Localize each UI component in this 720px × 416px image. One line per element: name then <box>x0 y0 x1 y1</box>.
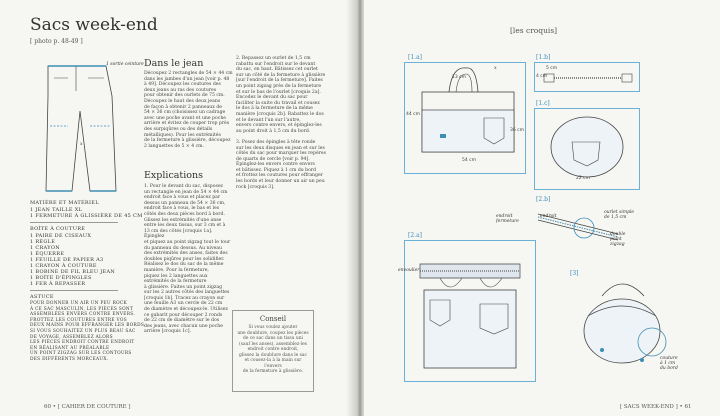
fig-2a-label: [2.a] <box>408 232 422 239</box>
fig-2b-label: [2.b] <box>536 196 551 203</box>
dim-44: 44 cm <box>406 112 421 117</box>
annot-endroit: endroit <box>540 214 557 219</box>
annot-couture: couture à 1 cm du bord <box>660 356 678 371</box>
annot-double-point: double point zigzag <box>610 232 626 247</box>
astuce-text: POUR DONNER UN AIR UN PEU ROCK À CE SAC MASCULIN, LES PIÈCES SONT ASSEMBLÉES ENVERS CONTRE ENVERS. FROTTEZ LES COUTURES ENTRE VOS DEUX MAINS POUR EFFRANGER LES BORDS. SI VOUS SOUHAITEZ UN PLUS BEAU SAC DE VOYAGE, ASSEMBLEZ ALORS LES PIÈCES ENDROIT CONTRE ENDROIT EN RÉALISANT AU PRÉALABLE UN POINT ZIGZAG SUR LES CONTOURS DES DIFFÉRENTS MORCEAUX. <box>30 301 146 362</box>
conseil-text: Si vous voulez ajouter une doublure, coupez les pièces de ce sac dans un tissu uni (sauf les anses), assemblez-les endroit contre endroit, glissez la doublure dans le sac et cousez-la à la main sur l'envers de la fermeture à glissière. <box>237 325 309 374</box>
annot-envoulier: envoulier <box>398 268 420 273</box>
toolbox-list: 1 PAIRE DE CISEAUX 1 RÈGLE 1 CRAYON 1 ÉQUERRE 1 FEUILLE DE PAPIER A3 1 CRAYON À COUTURE 1 BOBINE DE FIL BLEU JEAN 1 BOÎTE D'ÉPINGLES 1 FER À REPASSER <box>30 233 116 287</box>
astuce-heading: ASTUCE <box>30 294 54 300</box>
photo-reference: [ photo p. 48-49 ] <box>30 38 83 45</box>
explications-heading: Explications <box>144 170 204 181</box>
left-folio: 60 • [ CAHIER DE COUTURE ] <box>44 404 131 410</box>
divider <box>30 290 118 291</box>
fig-2a-bag-open-drawing <box>410 244 530 374</box>
fig-3-label: [3] <box>570 270 579 277</box>
fig-1c-circle-drawing <box>542 112 632 182</box>
explications-text: 1. Pour le devant du sac, disposez un rectangle en jean de 54 × 44 cm endroit face à vous et placez par dessus un panneau de 54 × 36 cm, endroit face à vous, le bas et les côtés des deux pièces bord à bord. Glissez les extrémités d'une anse entre les deux tissus, sur 3 cm et à 13 cm des côtés [croquis 1a]. Épinglez et piquez au point zigzag tout le tour du panneau du dessus. Au niveau des extrémités des anses, faites des doubles piqûres pour les solidifier. Réalisez le dos du sac de la même manière. Pour la fermeture, piquez les 2 languettes aux extrémités de la fermeture à glissière. Faites un point zigzag sur les 2 autres côtés des languettes [croquis 1b]. Tracez au crayon sur une feuille A3 un cercle de 22 cm de diamètre et découpez-le. Utilisez ce gabarit pour découper 2 ronds de 22 cm de diamètre sur le dos des jeans, avec chacun une poche arrière [croquis 1c]. <box>144 184 231 335</box>
fig-1a-label: [1.a] <box>408 54 422 61</box>
fig-1a-bag-drawing <box>414 64 524 164</box>
right-folio: [ SACS WEEK-END ] • 61 <box>620 404 692 410</box>
jean-x-label: x <box>80 142 83 147</box>
conseil-box <box>232 310 314 392</box>
steps-text: 2. Repassez un ourlet de 1,5 cm rabattu sur l'endroit sur le devant du sac, en haut. Bâtissez cet ourlet sur un côté de la fermeture à glissière [sur l'endroit de la fermeture]. Faites un point zigzag près de la fermeture et sur le bas de l'ourlet [croquis 2a]. Encodez le devant du sac pour faciliter la suite du travail et cousez le dos à la fermeture de la même manière [croquis 2b]. Rabattez le dos et le devant l'un sur l'autre, envers contre envers, et épinglez-les au point droit à 1,5 cm du bord. 3. Posez des épingles à tête ronde sur les deux disques en jean et sur les côtés du sac pour marquer les repères de quarts de cercle [voir p. 94]. Épinglez-les envers contre envers et bâtissez. Piquez à 1 cm du bord et frottez les coutures pour effranger les bords et leur donner un air un peu rock [croquis 3]. <box>236 56 326 190</box>
jean-illustration <box>28 56 128 196</box>
materials-heading: MATIÈRE ET MATÉRIEL <box>30 200 99 206</box>
toolbox-heading: BOÎTE À COUTURE <box>30 226 86 232</box>
fig-1b-label: [1.b] <box>536 54 551 61</box>
page-title: Sacs week-end <box>30 15 158 35</box>
jean-note: 1 sortie ceinture <box>106 62 144 67</box>
dim-4: 4 cm <box>536 74 548 79</box>
dim-13: 13 cm <box>452 75 467 80</box>
dans-le-jean-text: Découpez 2 rectangles de 54 × 44 cm dans les jambes d'un jean [voir p. 48 à 49]. Découpez les coutures des deux jeans au ras des coutures pour obtenir des ourlets de 75 cm. Découpez le haut des deux jeans de façon à obtenir 2 panneaux de 54 × 36 cm (choisissez un cadrage avec une poche avant et une poche arrière et évitez de couper trop près des surpiqûres ou des détails métalliques). Pour les extrémités de la fermeture à glissière, découpez 2 languettes de 5 × 4 cm. <box>144 71 233 149</box>
annot-ourlet-simple: ourlet simple de 1,5 cm <box>604 210 635 220</box>
dim-54: 54 cm <box>462 158 477 163</box>
left-page <box>0 0 356 416</box>
divider <box>30 222 118 223</box>
fig-1c-label: [1.c] <box>536 100 550 107</box>
materials-list: 1 JEAN TAILLE XL 1 FERMETURE À GLISSIÈRE DE 45 CM <box>30 207 143 219</box>
annot-endroit-fermeture: endroit fermeture <box>496 214 519 224</box>
croquis-header: [les croquis] <box>510 26 558 35</box>
dim-x: x <box>494 66 497 71</box>
dans-le-jean-heading: Dans le jean <box>144 58 204 69</box>
dim-22: 22 cm <box>576 176 591 181</box>
conseil-title: Conseil <box>259 315 287 323</box>
right-page <box>364 0 720 416</box>
dim-36: 36 cm <box>510 128 525 133</box>
dim-5: 5 cm <box>546 66 558 71</box>
